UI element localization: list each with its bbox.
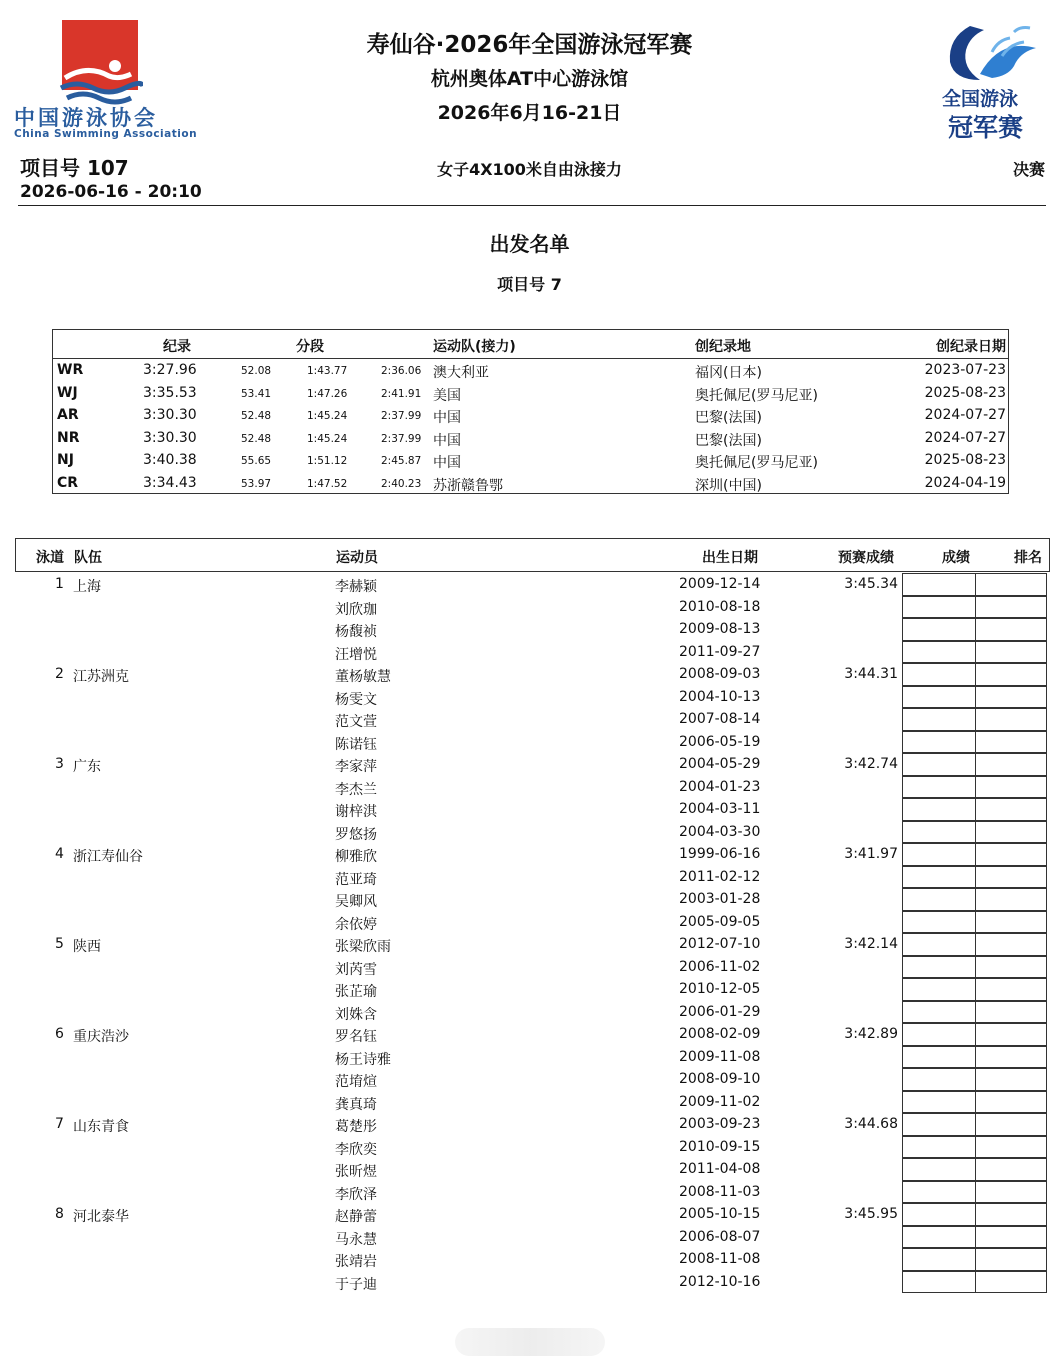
lane-number: 5 [55,936,64,952]
record-row [53,428,1008,451]
athlete-dob: 2011-09-27 [679,643,761,660]
athlete-dob: 2004-03-11 [679,801,761,817]
header-athlete: 运动员 [336,550,378,566]
record-team: 澳大利亚 [433,365,489,381]
athlete-dob: 2011-02-12 [679,868,761,885]
record-split-3: 2:45.87 [381,455,422,467]
athlete-dob: 2010-09-15 [679,1138,761,1155]
result-box [902,821,976,844]
team-name: 广东 [73,759,101,775]
lane-number: 2 [55,666,64,682]
result-box [902,1136,976,1159]
athlete-row [15,956,1048,979]
athlete-name: 柳雅欣 [335,849,377,865]
athlete-row [15,843,1048,866]
team-name: 浙江寿仙谷 [73,849,143,865]
athlete-dob: 2006-08-07 [679,1228,761,1245]
record-team: 苏浙赣鲁鄂 [433,477,503,494]
athlete-name: 杨雯文 [335,691,377,708]
athlete-dob: 2004-10-13 [679,688,761,705]
rank-box [975,866,1047,889]
rank-box [975,1271,1047,1294]
athlete-name: 杨王诗雅 [335,1051,391,1068]
record-place: 巴黎(法国) [695,432,762,449]
athlete-name: 张靖岩 [335,1254,377,1270]
rank-box [975,753,1047,776]
athlete-dob: 2008-09-03 [679,666,761,682]
record-place: 奥托佩尼(罗马尼亚) [695,387,818,404]
athlete-dob: 2008-11-08 [679,1251,761,1267]
athlete-dob: 2009-08-13 [679,621,761,637]
athlete-dob: 2012-07-10 [679,936,761,952]
athlete-row [15,1203,1048,1226]
athlete-name: 刘欣珈 [335,601,377,618]
record-code: WR [57,362,84,378]
rank-box [975,933,1047,956]
athlete-row [15,663,1048,686]
record-row [53,450,1008,473]
rank-box [975,1091,1047,1114]
athlete-name: 范文萱 [335,714,377,730]
rank-box [975,1001,1047,1024]
record-split-1: 53.97 [241,477,272,490]
lane-number: 7 [55,1116,64,1132]
result-box [902,573,976,596]
athlete-name: 罗名钰 [335,1029,377,1045]
record-date: 2024-04-19 [924,474,1006,491]
result-box [902,911,976,934]
athlete-row [15,1181,1048,1204]
record-split-3: 2:37.99 [381,432,422,445]
athlete-name: 李欣奕 [335,1141,377,1158]
header-result: 成绩 [942,550,970,566]
athlete-dob: 2005-09-05 [679,913,761,930]
record-code: NR [57,429,80,446]
record-place: 奥托佩尼(罗马尼亚) [695,455,818,471]
header-rank: 排名 [1014,550,1042,566]
athlete-name: 于子迪 [335,1276,377,1293]
athlete-row [15,776,1048,799]
header-seed: 预赛成绩 [838,550,894,566]
result-box [902,1158,976,1181]
result-box [902,888,976,911]
athlete-dob: 2004-05-29 [679,756,761,772]
athlete-name: 杨馥祯 [335,624,377,640]
athlete-row [15,641,1048,664]
record-split-2: 1:47.26 [307,387,348,400]
rank-box [975,1046,1047,1069]
record-time: 3:40.38 [143,452,197,468]
athlete-dob: 2006-11-02 [679,958,761,975]
athlete-row [15,933,1048,956]
rank-box [975,1068,1047,1091]
result-box [902,708,976,731]
watermark [455,1328,605,1356]
record-split-2: 1:43.77 [307,365,348,377]
record-split-2: 1:51.12 [307,455,348,467]
result-box [902,731,976,754]
result-box [902,1248,976,1271]
record-split-2: 1:45.24 [307,432,348,445]
athlete-row [15,1136,1048,1159]
rank-box [975,821,1047,844]
athlete-dob: 2008-11-03 [679,1183,761,1200]
lane-number: 4 [55,846,64,862]
result-box [902,1001,976,1024]
record-split-3: 2:41.91 [381,387,422,400]
records-header-splits: 分段 [296,339,324,355]
result-box [902,1113,976,1136]
rank-box [975,1023,1047,1046]
athlete-row [15,821,1048,844]
rank-box [975,686,1047,709]
athlete-name: 龚真琦 [335,1096,377,1113]
rank-box [975,1113,1047,1136]
athlete-name: 张芷瑜 [335,984,377,1000]
athlete-name: 李欣泽 [335,1186,377,1203]
record-time: 3:34.43 [143,474,197,491]
athlete-dob: 2006-05-19 [679,733,761,750]
association-name-cn: 中国游泳协会 [14,106,158,130]
result-box [902,866,976,889]
rank-box [975,618,1047,641]
athlete-row [15,1271,1048,1294]
champ-logo-line1: 全国游泳 [942,88,1019,110]
athlete-row [15,1068,1048,1091]
venue: 杭州奥体AT中心游泳馆 [430,68,629,90]
athlete-dob: 2003-01-28 [679,891,761,907]
athlete-name: 葛楚彤 [335,1119,377,1135]
record-split-1: 53.41 [241,387,272,400]
team-name: 重庆浩沙 [73,1029,129,1045]
rank-box [975,1226,1047,1249]
athlete-row [15,1001,1048,1024]
athlete-dob: 2007-08-14 [679,711,761,727]
competition-title: 寿仙谷·2026年全国游泳冠军赛 [366,32,693,58]
athlete-dob: 2010-12-05 [679,981,761,997]
athlete-row [15,1113,1048,1136]
record-time: 3:30.30 [143,407,197,423]
record-time: 3:35.53 [143,384,197,401]
athlete-name: 马永慧 [335,1231,377,1248]
seed-time: 3:45.34 [844,576,898,592]
record-date: 2025-08-23 [924,384,1006,401]
seed-time: 3:41.97 [844,846,898,862]
athlete-dob: 2009-11-02 [679,1093,761,1110]
record-code: AR [57,407,79,423]
record-code: CR [57,474,79,491]
athlete-dob: 2004-03-30 [679,823,761,840]
records-header-team: 运动队(接力) [433,339,516,355]
lane-number: 1 [55,576,64,592]
rank-box [975,888,1047,911]
seed-time: 3:42.89 [844,1026,898,1042]
seed-time: 3:44.68 [844,1116,898,1132]
rank-box [975,596,1047,619]
record-code: NJ [57,452,74,468]
rank-box [975,708,1047,731]
record-time: 3:30.30 [143,429,197,446]
athlete-row [15,618,1048,641]
record-team: 中国 [433,432,461,449]
athlete-name: 范亚琦 [335,871,377,888]
athlete-row [15,1046,1048,1069]
athlete-row [15,686,1048,709]
event-datetime: 2026-06-16 - 20:10 [20,182,202,202]
athlete-dob: 2009-11-08 [679,1048,761,1065]
seed-time: 3:42.74 [844,756,898,772]
record-date: 2024-07-27 [924,407,1006,423]
result-box [902,596,976,619]
record-team: 美国 [433,387,461,404]
result-box [902,1181,976,1204]
event-number: 项目号 107 [20,156,129,180]
event-round: 决赛 [1012,160,1045,179]
record-split-3: 2:37.99 [381,410,422,422]
record-time: 3:27.96 [143,362,197,378]
athlete-name: 吴卿风 [335,894,377,910]
result-box [902,618,976,641]
athlete-dob: 2009-12-14 [679,576,761,592]
rank-box [975,1158,1047,1181]
record-team: 中国 [433,455,461,471]
athlete-dob: 2012-10-16 [679,1273,761,1290]
rank-box [975,1248,1047,1271]
athlete-dob: 2004-01-23 [679,778,761,795]
record-row [53,473,1008,496]
lane-number: 8 [55,1206,64,1222]
team-name: 陕西 [73,939,101,955]
lane-number: 3 [55,756,64,772]
competition-dates: 2026年6月16-21日 [437,102,622,124]
record-code: WJ [57,384,78,401]
athlete-row [15,888,1048,911]
athlete-row [15,573,1048,596]
athlete-dob: 2011-04-08 [679,1161,761,1177]
athlete-name: 张梁欣雨 [335,939,391,955]
team-name: 上海 [73,579,101,595]
athlete-name: 汪增悦 [335,646,377,663]
record-place: 深圳(中国) [695,477,762,494]
result-box [902,1023,976,1046]
record-row [53,360,1008,383]
records-header-date: 创纪录日期 [936,339,1006,355]
athlete-row [15,708,1048,731]
rank-box [975,798,1047,821]
header-team: 队伍 [74,550,102,566]
record-date: 2024-07-27 [924,429,1006,446]
result-box [902,978,976,1001]
rank-box [975,776,1047,799]
athlete-name: 李杰兰 [335,781,377,798]
athlete-name: 刘芮雪 [335,961,377,978]
athlete-row [15,753,1048,776]
athlete-name: 李赫颖 [335,579,377,595]
athlete-name: 罗悠扬 [335,826,377,843]
athlete-dob: 1999-06-16 [679,846,761,862]
rank-box [975,731,1047,754]
result-box [902,753,976,776]
athlete-dob: 2010-08-18 [679,598,761,615]
result-box [902,1068,976,1091]
athlete-dob: 2008-02-09 [679,1026,761,1042]
athlete-row [15,596,1048,619]
result-box [902,1203,976,1226]
team-name: 山东青食 [73,1119,129,1135]
athlete-row [15,978,1048,1001]
record-date: 2023-07-23 [924,362,1006,378]
athlete-row [15,731,1048,754]
record-row [53,383,1008,406]
athlete-row [15,866,1048,889]
athlete-dob: 2003-09-23 [679,1116,761,1132]
header-lane: 泳道 [36,550,64,566]
rank-box [975,1203,1047,1226]
association-name-en: China Swimming Association [14,128,198,140]
team-name: 江苏洲克 [73,669,129,685]
result-box [902,686,976,709]
record-split-1: 52.48 [241,410,272,422]
result-box [902,843,976,866]
athlete-name: 李家萍 [335,759,377,775]
athlete-dob: 2006-01-29 [679,1003,761,1020]
records-table [52,329,1009,494]
team-name: 河北泰华 [73,1209,129,1225]
rank-box [975,956,1047,979]
athlete-row [15,1158,1048,1181]
athlete-name: 赵静蕾 [335,1209,377,1225]
athlete-name: 董杨敏慧 [335,669,391,685]
rank-box [975,911,1047,934]
record-split-3: 2:40.23 [381,477,422,490]
startlist-header [15,538,1050,572]
records-header-place: 创纪录地 [695,339,751,355]
record-split-1: 52.08 [241,365,272,377]
result-box [902,663,976,686]
section-title: 出发名单 [489,232,570,256]
result-box [902,641,976,664]
item-number: 项目号 7 [497,275,562,294]
record-split-3: 2:36.06 [381,365,422,377]
result-box [902,798,976,821]
record-split-1: 52.48 [241,432,272,445]
records-header-rule [53,358,1008,359]
lane-number: 6 [55,1026,64,1042]
result-box [902,956,976,979]
athlete-row [15,911,1048,934]
result-box [902,933,976,956]
athlete-name: 刘姝含 [335,1006,377,1023]
header-dob: 出生日期 [702,550,758,566]
athlete-name: 余依婷 [335,916,377,933]
rank-box [975,573,1047,596]
seed-time: 3:42.14 [844,936,898,952]
athlete-row [15,798,1048,821]
rank-box [975,843,1047,866]
athlete-name: 范堉煊 [335,1074,377,1090]
athlete-name: 张昕煜 [335,1164,377,1180]
rank-box [975,1136,1047,1159]
athlete-name: 谢梓淇 [335,804,377,820]
record-split-1: 55.65 [241,455,272,467]
records-header-record: 纪录 [163,339,191,355]
athlete-row [15,1226,1048,1249]
record-team: 中国 [433,410,461,426]
athlete-dob: 2005-10-15 [679,1206,761,1222]
result-box [902,1091,976,1114]
rank-box [975,663,1047,686]
athlete-name: 陈诺钰 [335,736,377,753]
record-place: 巴黎(法国) [695,410,762,426]
champ-logo-line2: 冠军赛 [948,113,1024,142]
header-divider [18,205,1046,206]
result-box [902,1046,976,1069]
record-place: 福冈(日本) [695,365,762,381]
record-split-2: 1:45.24 [307,410,348,422]
rank-box [975,641,1047,664]
seed-time: 3:44.31 [844,666,898,682]
athlete-row [15,1091,1048,1114]
record-split-2: 1:47.52 [307,477,348,490]
athlete-row [15,1023,1048,1046]
event-name: 女子4X100米自由泳接力 [437,160,622,179]
record-date: 2025-08-23 [924,452,1006,468]
result-box [902,1271,976,1294]
rank-box [975,978,1047,1001]
athlete-row [15,1248,1048,1271]
rank-box [975,1181,1047,1204]
seed-time: 3:45.95 [844,1206,898,1222]
result-box [902,1226,976,1249]
athlete-dob: 2008-09-10 [679,1071,761,1087]
record-row [53,405,1008,428]
result-box [902,776,976,799]
